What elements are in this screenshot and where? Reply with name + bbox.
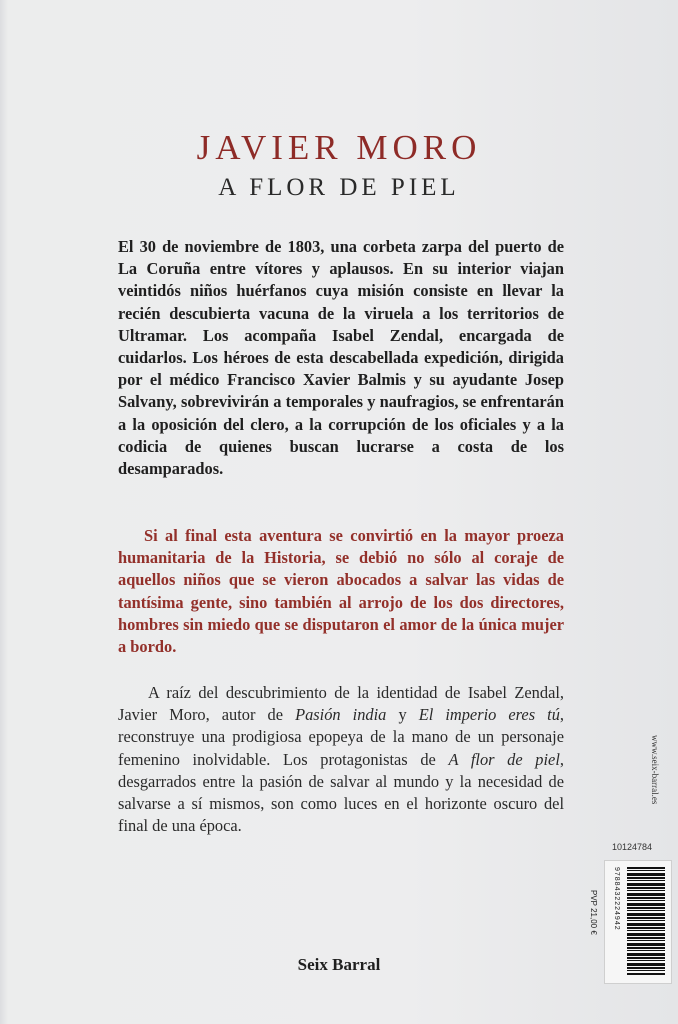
p3-text-2: y <box>386 705 419 725</box>
isbn-digits: 9788432224942 <box>613 867 620 931</box>
price-label: PVP 21,00 € <box>589 890 598 935</box>
book-ref-a-flor-de-piel: A flor de piel <box>448 749 560 769</box>
p3-text-1: A raíz del descubrimiento de la identidad de Isabel Zendal, Javier Moro, autor de <box>118 683 564 725</box>
barcode-panel <box>604 860 672 984</box>
product-code: 10124784 <box>612 842 653 852</box>
synopsis-paragraph-1: El 30 de noviembre de 1803, una corbeta zarpa del puerto de La Coruña entre vítores y aplausos. En su interior viajan veintidós niños huérfanos cuya misión consiste en llevar la recién descubierta vacuna de la viruela a los territorios de Ultramar. Los acompaña Isabel Zendal, encargada de cuidarlos. Los héroes de esta descabellada expedición, dirigida por el médico Francisco Xavier Balmis y su ayudante Josep Salvany, sobrevivirán a temporales y naufragios, se enfrentarán a la oposición del clero, a la corrupción de los oficiales y a la codicia de quienes buscan lucrarse a costa de los desamparados. <box>118 237 564 479</box>
synopsis-paragraph-3 <box>118 682 564 837</box>
publisher-website: www.seix-barral.es <box>650 735 660 805</box>
book-title: A FLOR DE PIEL <box>218 174 460 201</box>
author-name: JAVIER MORO <box>196 128 482 167</box>
book-ref-pasion-india: Pasión india <box>295 705 387 725</box>
synopsis-paragraph-2: Si al final esta aventura se convirtió en la mayor proeza humanitaria de la Historia, se debió no sólo al coraje de aquellos niños que se vieron abocados a salvar las vidas de tantísima gente, sino también al arrojo de los dos directores, hombres sin miedo que se disputaron el amor de la única mujer a bordo. <box>118 526 564 657</box>
barcode-icon <box>627 867 665 975</box>
book-ref-el-imperio: El imperio eres tú <box>418 705 560 725</box>
publisher-name: Seix Barral <box>297 955 381 974</box>
p3-text-3: , reconstruye una prodigiosa epopeya de la mano de un personaje femenino inolvidable. Los protagonistas de <box>118 705 565 769</box>
p3-text-4: , desgarrados entre la pasión de salvar al mundo y la necesidad de salvarse a sí mismos, son como luces en el horizonte oscuro del final de una época. <box>118 749 564 836</box>
